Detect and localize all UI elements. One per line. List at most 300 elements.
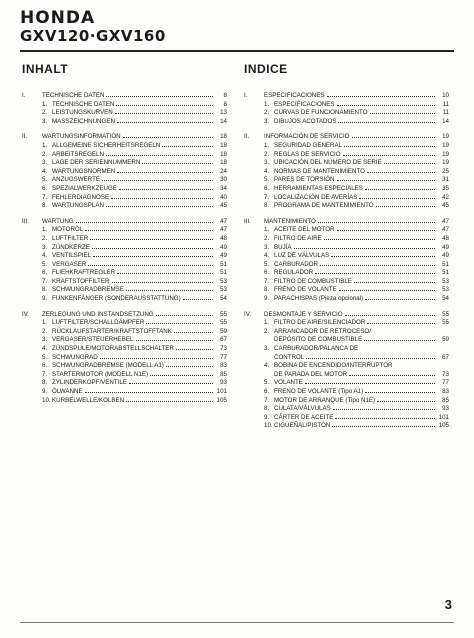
toc-entry[interactable] [22,168,227,177]
entry-page: 11 [442,109,449,117]
toc-entry[interactable] [244,118,449,127]
dot-leader [162,146,213,147]
entry-page: 53 [220,277,227,285]
toc-entry[interactable] [244,388,449,397]
entry-title: ZYLINDERKOPF/VENTILE [52,379,127,387]
dot-leader [338,122,435,123]
toc-entry[interactable] [22,397,227,406]
entry-page: 35 [442,184,449,192]
dot-leader [183,299,213,300]
entry-title: FEHLERDIAGNOSE [52,193,110,201]
entry-title: BOBINA DE ENCENDIDO/INTERRUPTOR [274,362,393,370]
entry-number: 1. [42,141,48,149]
dot-leader [332,426,435,427]
toc-entry[interactable] [22,235,227,244]
entry-title: CÁRTER DE ACEITE [274,413,334,421]
entry-page: 19 [442,159,449,167]
dot-leader [337,230,435,231]
section-page: 47 [220,217,227,225]
toc-section-entry[interactable] [22,311,227,320]
toc-entry[interactable] [244,295,449,304]
toc-entry[interactable] [22,202,227,211]
toc-section [244,92,449,126]
page-number: 3 [444,597,452,612]
entry-number: 3. [264,159,270,167]
section-numeral: I. [244,92,248,99]
entry-number: 8. [42,202,48,210]
entry-title: ZÜNDKERZE [52,243,90,251]
section-page: 47 [442,217,449,225]
toc-section [22,311,227,406]
dot-leader [92,248,213,249]
entry-number: 5. [42,260,48,268]
section-title: INFORMACIÓN DE SERVICIO [264,133,350,141]
dot-leader [115,113,213,114]
dot-leader [136,340,214,341]
dot-leader [306,358,435,359]
toc-entry[interactable] [22,261,227,270]
entry-page: 18 [220,141,227,149]
dot-leader [324,239,435,240]
entry-page: 53 [442,286,449,294]
entry-page: 59 [442,336,449,344]
dot-leader [367,323,435,324]
toc-entry[interactable] [244,422,449,431]
entry-page: 13 [220,109,227,117]
entry-title: BUJÍA [274,243,292,251]
section-numeral: II. [244,133,250,141]
entry-number: 2. [42,234,48,242]
toc-entry[interactable] [244,109,449,118]
entry-page: 105 [438,422,449,430]
toc-entry[interactable] [244,151,449,160]
entry-title-continued: DEPÓSITO DE COMBUSTIBLE [274,336,363,344]
entry-number: 9. [264,413,270,421]
toc-entry[interactable] [22,295,227,304]
toc-section-entry[interactable] [244,311,449,320]
toc-entry[interactable] [22,379,227,388]
entry-page: 49 [220,252,227,260]
entry-number: 4. [264,362,270,370]
entry-title: FILTRO DE COMBUSTIBLE [274,277,352,285]
dot-leader [335,418,435,419]
entry-title: ÖLWANNE [52,388,83,395]
toc-section [22,133,227,210]
entry-page: 73 [220,345,227,353]
toc-entry[interactable] [22,336,227,345]
entry-page: 14 [220,117,227,125]
entry-title: DIBUJOS ACOTADOS [274,117,337,125]
dot-leader [376,206,435,207]
entry-number: 5. [264,176,270,184]
toc-section [244,133,449,210]
dot-leader [327,96,435,97]
section-title: WARTUNG [42,217,74,225]
toc-entry[interactable] [244,405,449,414]
toc-section-entry[interactable] [22,133,227,142]
dot-leader [333,409,435,410]
toc-section-entry[interactable] [244,133,449,142]
toc-column-spanish [244,62,449,438]
entry-title: VERGASER [52,260,87,268]
toc-entry[interactable] [244,101,449,110]
toc-section [22,218,227,304]
toc-entry[interactable] [22,252,227,261]
entry-number: 7. [264,396,270,404]
entry-title: LUFTFILTER [52,234,89,242]
entry-title: LOCALIZACIÓN DE AVERÍAS [274,193,358,201]
entry-page: 30 [220,176,227,184]
entry-number: 5. [42,176,48,184]
dot-leader [156,315,213,316]
toc-entry[interactable] [22,286,227,295]
dot-leader [343,155,435,156]
dot-leader [176,349,213,350]
model-title: GXV120·GXV160 [20,27,166,45]
toc-entry[interactable] [22,194,227,203]
entry-page: 42 [442,193,449,201]
entry-number: 9. [42,295,48,303]
entry-page: 45 [220,202,227,210]
entry-page: 47 [220,226,227,234]
toc-entry[interactable] [244,319,449,328]
toc-entry[interactable] [22,278,227,287]
toc-entry[interactable] [244,226,449,235]
entry-title: CARBURADOR [274,260,319,268]
entry-page: 47 [442,226,449,234]
toc-entry[interactable] [244,235,449,244]
entry-number: 2. [264,234,270,242]
entry-title: WARTUNGSNORMEN [52,167,116,175]
entry-page: 55 [442,319,449,327]
entry-number: 1. [42,319,48,327]
entry-page: 55 [220,319,227,327]
toc-column-german [22,62,227,412]
toc-entry[interactable] [244,168,449,177]
entry-page: 49 [220,243,227,251]
entry-title: CIGÜEÑAL/PISTÓN [274,422,331,430]
toc-entry[interactable] [244,269,449,278]
header-rule [20,50,454,52]
dot-leader [354,282,435,283]
entry-number: 2. [264,327,270,335]
entry-number: 1. [42,226,48,234]
dot-leader [126,290,213,291]
entry-number: 1. [264,319,270,327]
dot-leader [318,222,435,223]
dot-leader [106,206,213,207]
entry-page: 93 [220,379,227,387]
dot-leader [345,315,435,316]
entry-title: VENTILSPIEL [52,252,92,260]
entry-page: 11 [442,100,449,108]
dot-leader [117,122,213,123]
dot-leader [106,96,213,97]
toc-entry[interactable] [244,397,449,406]
dot-leader [150,375,213,376]
entry-number: 8. [264,286,270,294]
dot-leader [315,273,435,274]
toc-entry[interactable] [22,319,227,328]
entry-number: 1. [264,141,270,149]
dot-leader [85,392,213,393]
entry-number: 3. [42,243,48,251]
toc-entry[interactable] [244,328,449,337]
entry-title: VERGASER/STEUERHEBEL [52,336,134,344]
entry-number: 1. [264,100,270,108]
toc-section-entry[interactable] [22,218,227,227]
entry-title: LUZ DE VÁLVULAS [274,252,330,260]
entry-title: REGULADOR [274,269,314,277]
entry-number: 4. [42,345,48,353]
entry-number: 2. [264,109,270,117]
toc-entry[interactable] [244,252,449,261]
section-title: WARTUNGSINFORMATION [42,133,121,141]
toc-section-entry[interactable] [244,218,449,227]
entry-page: 54 [442,295,449,303]
entry-number: 2. [42,327,48,335]
toc-entry[interactable] [244,414,449,423]
dot-leader [364,340,435,341]
dot-leader [117,273,213,274]
entry-title: PARES DE TORSIÓN [274,176,335,184]
entry-number: 3. [42,336,48,344]
entry-title: LAGE DER SERIENNUMMERN [52,159,141,167]
toc-entry[interactable] [244,261,449,270]
dot-leader [112,282,213,283]
dot-leader [93,256,213,257]
toc-entry[interactable] [244,194,449,203]
entry-number: 8. [264,405,270,413]
entry-title: MOTORÖL [52,226,84,234]
entry-title: FRENO DE VOLANTE (Tipo A1) [274,388,364,395]
dot-leader [76,222,213,223]
entry-title: LEISTUNGSKURVEN [52,109,113,117]
toc-entry[interactable] [22,354,227,363]
entry-title: PARACHISPAS (Pieza opcional) [274,295,364,303]
toc-entry[interactable] [244,379,449,388]
entry-number: 4. [42,252,48,260]
entry-title: PROGRAMA DE MANTENIMIENTO [274,202,374,210]
toc-entry[interactable] [22,185,227,194]
entry-title: CARBURADOR/PALANCA DE [274,345,359,353]
footer-rule [20,622,454,623]
entry-title: MOTOR DE ARRANQUE (Tipo N1E) [274,396,376,404]
dot-leader [174,332,213,333]
entry-number: 4. [264,252,270,260]
toc-entry[interactable] [22,142,227,151]
entry-number: 7. [42,193,48,201]
toc-section-entry[interactable] [244,92,449,101]
dot-leader [344,146,435,147]
dot-leader [337,180,435,181]
entry-page: 40 [220,193,227,201]
entry-page: 54 [220,295,227,303]
section-page: 55 [442,310,449,318]
section-title: MANTENIMIENTO [264,217,316,225]
entry-number: 7. [42,370,48,378]
entry-title: WARTUNGSPLAN [52,202,104,210]
section-title: DESMONTAJE Y SERVICIO [264,310,343,318]
entry-page: 77 [442,379,449,387]
dot-leader [365,189,435,190]
toc-entry[interactable] [22,328,227,337]
dot-leader [337,105,435,106]
toc-entry[interactable] [244,185,449,194]
entry-title: KRAFTSTOFFILTER [52,277,110,285]
dot-leader [119,189,213,190]
toc-entry[interactable] [22,362,227,371]
dot-leader [377,401,435,402]
toc-entry[interactable] [22,371,227,380]
entry-page: 67 [442,353,449,361]
entry-page: 34 [220,184,227,192]
toc-entry[interactable] [244,202,449,211]
toc-section-entry[interactable] [22,92,227,101]
dot-leader [129,383,213,384]
dot-leader [365,392,435,393]
entry-number: 2. [42,150,48,158]
entry-page: 83 [220,362,227,370]
entry-title: FILTRO DE AIRE/SILENCIADOR [274,319,366,327]
entry-title: UBICACIÓN DEL NÚMERO DE SERIE [274,159,382,167]
entry-title: ACEITE DEL MOTOR [274,226,335,234]
entry-page: 83 [442,388,449,395]
toc-entry[interactable] [22,388,227,397]
dot-leader [102,180,213,181]
entry-number: 6. [42,269,48,277]
entry-number: 7. [264,277,270,285]
entry-title: SCHWUNGRAD [52,353,98,361]
toc-entry[interactable] [22,269,227,278]
entry-title: REGLAS DE SERVICIO [274,150,341,158]
entry-page: 25 [442,167,449,175]
section-page: 19 [442,133,449,141]
entry-title: CURVAS DE FUNCIONAMIENTO [274,109,368,117]
entry-title: ANZUGSWERTE [52,176,101,184]
entry-title: FRENO DE VOLANTE [274,286,337,294]
entry-number: 10. [42,396,51,404]
entry-number: 6. [264,388,270,395]
toc-entry[interactable] [244,159,449,168]
entry-page: 31 [442,176,449,184]
entry-number: 7. [264,193,270,201]
entry-number: 3. [264,243,270,251]
entry-number: 6. [42,184,48,192]
toc-entry[interactable] [22,151,227,160]
dot-leader [384,163,435,164]
toc-entry[interactable] [244,244,449,253]
dot-leader [365,299,435,300]
entry-number: 7. [42,277,48,285]
toc-entry[interactable] [244,176,449,185]
toc-entry[interactable] [22,345,227,354]
entry-page: 24 [220,167,227,175]
toc-entry[interactable] [22,101,227,110]
section-title: TECHNISCHE DATEN [42,92,105,99]
entry-number: 1. [42,100,48,108]
section-page: 10 [442,92,449,99]
dot-leader [146,323,213,324]
toc-entry[interactable] [22,244,227,253]
dot-leader [123,137,213,138]
dot-leader [352,137,436,138]
entry-number: 3. [264,345,270,353]
toc-entry[interactable] [244,345,449,354]
dot-leader [85,230,213,231]
toc-heading-spanish: INDICE [244,62,288,76]
entry-title: SCHWUNGRADBREMSE (MODELL A1) [52,362,164,370]
entry-title: CULATA/VÁLVULAS [274,405,331,413]
entry-page: 49 [442,243,449,251]
entry-number: 3. [42,159,48,167]
toc-section [244,311,449,431]
entry-title: FILTRO DE AIRE [274,234,322,242]
entry-page: 51 [220,260,227,268]
entry-number: 3. [264,117,270,125]
entry-title: SPEZIALWERKZEUGE [52,184,117,192]
entry-page: 73 [442,370,449,378]
entry-page: 45 [442,202,449,210]
entry-title-continued: DE PARADA DEL MOTOR [274,370,348,378]
entry-page: 53 [220,286,227,294]
entry-page: 18 [220,150,227,158]
entry-number: 3. [42,117,48,125]
entry-title: FUNKENFÄNGER (SONDERAUSSTATTUNG) [52,295,181,303]
entry-page: 101 [216,388,227,395]
entry-number: 1. [264,226,270,234]
toc-section [244,218,449,304]
section-page: 18 [220,133,227,141]
section-page: 8 [223,92,227,99]
dot-leader [100,358,213,359]
dot-leader [90,239,213,240]
section-numeral: IV. [244,310,251,318]
entry-page: 53 [442,277,449,285]
entry-page: 48 [220,234,227,242]
toc-entry[interactable] [244,142,449,151]
entry-number: 9. [42,388,48,395]
toc-entry[interactable] [244,362,449,371]
entry-title: VOLANTE [274,379,303,387]
entry-number: 8. [264,202,270,210]
toc-entry[interactable] [244,278,449,287]
toc-entry[interactable] [244,286,449,295]
entry-title: STARTERMOTOR (MODELL N1E) [52,370,149,378]
dot-leader [370,113,435,114]
entry-title: NORMAS DE MANTENIMIENTO [274,167,365,175]
entry-title: RÜCKLAUFSTARTER/KRAFTSTOFFTANK [52,327,172,335]
toc-entry[interactable] [22,109,227,118]
toc-entry[interactable] [22,226,227,235]
entry-page: 51 [220,269,227,277]
section-numeral: II. [22,133,28,141]
toc-entry[interactable] [22,176,227,185]
entry-page: 85 [442,396,449,404]
entry-title: TECHNISCHE DATEN [52,100,115,108]
entry-page: 93 [442,405,449,413]
dot-leader [339,290,435,291]
entry-page: 14 [442,117,449,125]
section-page: 55 [220,310,227,318]
entry-number: 5. [42,353,48,361]
entry-title: HERRAMIENTAS ESPECIALES [274,184,363,192]
entry-number: 5. [264,260,270,268]
entry-page: 101 [438,413,449,421]
toc-entry[interactable] [22,159,227,168]
toc-entry[interactable] [22,118,227,127]
entry-page: 105 [216,396,227,404]
